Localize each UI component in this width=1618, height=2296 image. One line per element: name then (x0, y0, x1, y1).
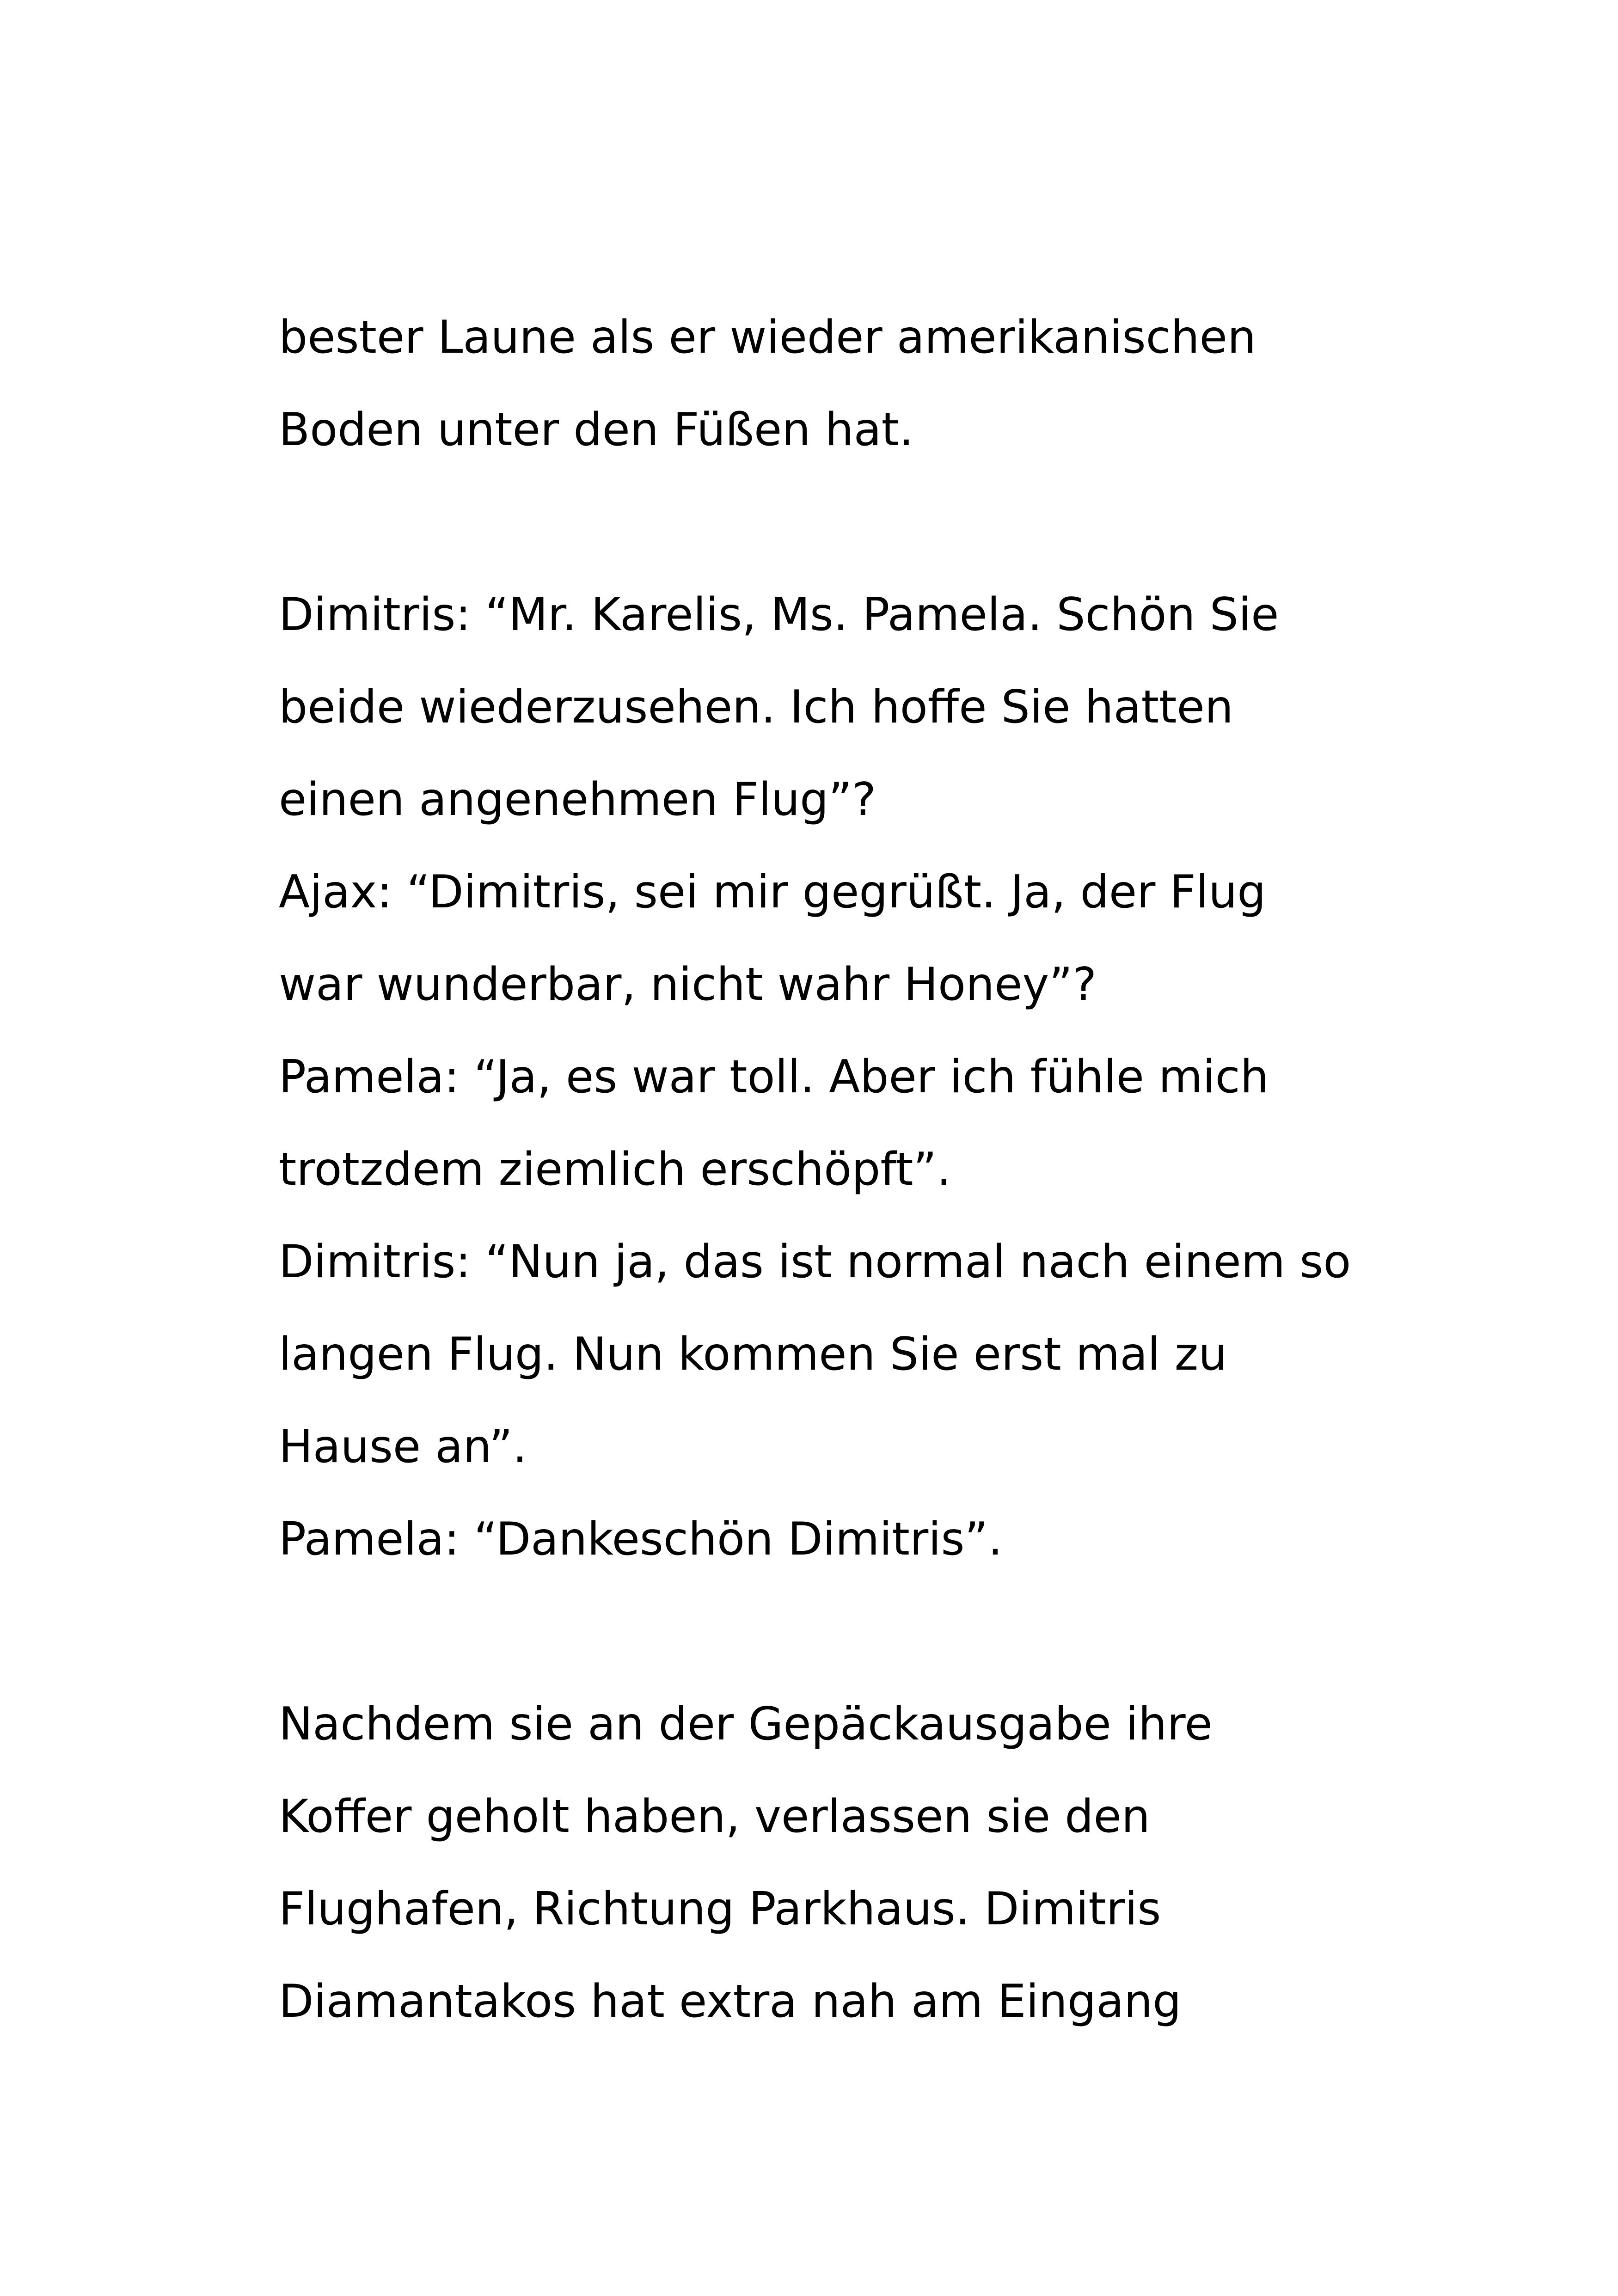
text-line: Nachdem sie an der Gepäckausgabe ihre (279, 1698, 1213, 1751)
paragraph-3 (279, 1678, 1411, 2048)
text-line: Hause an”. (279, 1420, 527, 1473)
text-line: Pamela: “Ja, es war toll. Aber ich fühle mich (279, 1051, 1269, 1103)
text-line: trotzdem ziemlich erschöpft”. (279, 1143, 951, 1196)
text-line: beide wiederzusehen. Ich hoffe Sie hatten (279, 681, 1233, 734)
text-line: Diamantakos hat extra nah am Eingang (279, 1975, 1182, 2028)
body-text (279, 291, 1411, 2048)
paragraph-gap (279, 1586, 1411, 1678)
text-line: Dimitris: “Nun ja, das ist normal nach einem so (279, 1236, 1351, 1288)
text-line: langen Flug. Nun kommen Sie erst mal zu (279, 1328, 1227, 1381)
text-line: einen angenehmen Flug”? (279, 773, 876, 826)
text-line: Pamela: “Dankeschön Dimitris”. (279, 1513, 1003, 1566)
text-line: war wunderbar, nicht wahr Honey”? (279, 958, 1097, 1011)
text-line: Koffer geholt haben, verlassen sie den (279, 1790, 1150, 1843)
paragraph-gap (279, 476, 1411, 569)
text-line: Flughafen, Richtung Parkhaus. Dimitris (279, 1883, 1161, 1935)
text-line: Dimitris: “Mr. Karelis, Ms. Pamela. Schön Sie (279, 588, 1279, 641)
text-line: Boden unter den Füßen hat. (279, 404, 914, 456)
text-line: Ajax: “Dimitris, sei mir gegrüßt. Ja, der Flug (279, 866, 1266, 918)
paragraph-2-dialogue (279, 569, 1411, 1586)
text-line: bester Laune als er wieder amerikanischen (279, 311, 1256, 364)
paragraph-1 (279, 291, 1411, 476)
